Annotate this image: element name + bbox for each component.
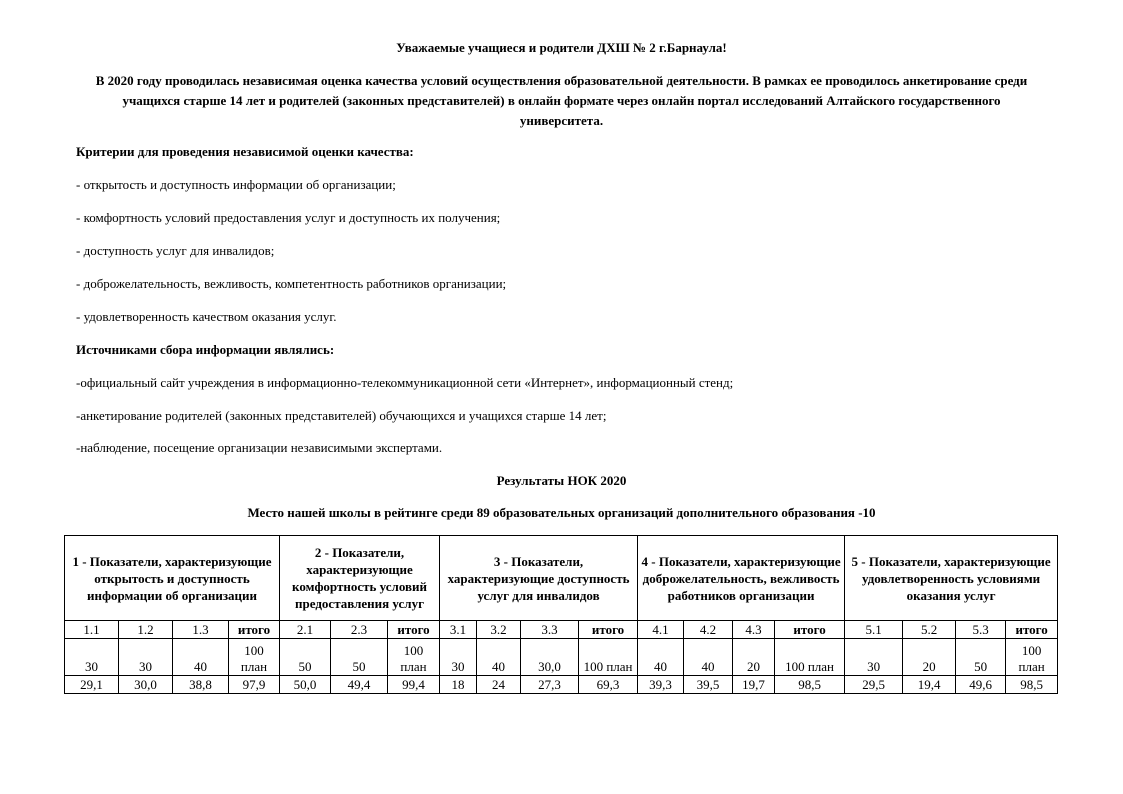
code-cell: 4.2 bbox=[684, 621, 733, 639]
table-row-fact bbox=[65, 676, 1058, 694]
criteria-item: - доступность услуг для инвалидов; bbox=[76, 243, 275, 258]
sources-item: -официальный сайт учреждения в информационно-телекоммуникационной сети «Интернет», информационный стенд; bbox=[76, 375, 734, 390]
code-cell: 2.3 bbox=[331, 621, 388, 639]
fact-cell: 24 bbox=[477, 676, 521, 694]
fact-cell: 27,3 bbox=[521, 676, 579, 694]
fact-cell-total: 98,5 bbox=[1006, 676, 1058, 694]
plan-cell: 30 bbox=[845, 639, 903, 676]
fact-cell: 39,5 bbox=[684, 676, 733, 694]
plan-cell: 40 bbox=[173, 639, 229, 676]
fact-cell: 18 bbox=[440, 676, 477, 694]
sources-item: -наблюдение, посещение организации независимыми экспертами. bbox=[76, 440, 443, 455]
fact-cell: 38,8 bbox=[173, 676, 229, 694]
code-cell: 3.2 bbox=[477, 621, 521, 639]
code-cell: 4.3 bbox=[733, 621, 775, 639]
code-cell: 5.2 bbox=[903, 621, 956, 639]
group-header-2: 2 - Показатели, характеризующие комфортность условий предоставления услуг bbox=[280, 536, 440, 621]
group-header-4: 4 - Показатели, характеризующие доброжелательность, вежливость работников организации bbox=[638, 536, 845, 621]
fact-cell: 49,6 bbox=[956, 676, 1006, 694]
plan-cell: 40 bbox=[477, 639, 521, 676]
code-cell: 5.3 bbox=[956, 621, 1006, 639]
code-cell-total: итого bbox=[775, 621, 845, 639]
fact-cell-total: 99,4 bbox=[388, 676, 440, 694]
code-cell: 5.1 bbox=[845, 621, 903, 639]
group-header-1: 1 - Показатели, характеризующие открытость и доступность информации об организации bbox=[65, 536, 280, 621]
sources-item: -анкетирование родителей (законных представителей) обучающихся и учащихся старше 14 лет; bbox=[76, 408, 607, 423]
code-cell: 1.2 bbox=[119, 621, 173, 639]
plan-cell-total: 100 план bbox=[229, 639, 280, 676]
fact-cell: 30,0 bbox=[119, 676, 173, 694]
code-cell: 3.3 bbox=[521, 621, 579, 639]
plan-cell: 50 bbox=[331, 639, 388, 676]
plan-cell-total: 100 план bbox=[579, 639, 638, 676]
fact-cell-total: 98,5 bbox=[775, 676, 845, 694]
code-cell-total: итого bbox=[388, 621, 440, 639]
plan-cell: 30,0 bbox=[521, 639, 579, 676]
table-header-row bbox=[65, 536, 1058, 621]
plan-cell-total: 100 план bbox=[388, 639, 440, 676]
fact-cell: 29,1 bbox=[65, 676, 119, 694]
plan-cell-total: 100 план bbox=[775, 639, 845, 676]
table-row-codes bbox=[65, 621, 1058, 639]
fact-cell: 19,7 bbox=[733, 676, 775, 694]
criteria-item: - доброжелательность, вежливость, компетентность работников организации; bbox=[76, 276, 507, 291]
code-cell: 4.1 bbox=[638, 621, 684, 639]
plan-cell-total: 100 план bbox=[1006, 639, 1058, 676]
plan-cell: 50 bbox=[956, 639, 1006, 676]
page-heading: Уважаемые учащиеся и родители ДХШ № 2 г.Барнаула! bbox=[396, 40, 727, 55]
sources-title: Источниками сбора информации являлись: bbox=[76, 342, 335, 357]
fact-cell: 29,5 bbox=[845, 676, 903, 694]
results-table bbox=[64, 535, 1058, 694]
criteria-item: - открытость и доступность информации об организации; bbox=[76, 177, 396, 192]
fact-cell: 19,4 bbox=[903, 676, 956, 694]
criteria-item: - комфортность условий предоставления услуг и доступность их получения; bbox=[76, 210, 501, 225]
criteria-item: - удовлетворенность качеством оказания услуг. bbox=[76, 309, 337, 324]
rank-line: Место нашей школы в рейтинге среди 89 образовательных организаций дополнительного образования -10 bbox=[247, 505, 876, 520]
plan-cell: 40 bbox=[684, 639, 733, 676]
fact-cell: 49,4 bbox=[331, 676, 388, 694]
code-cell: 1.3 bbox=[173, 621, 229, 639]
code-cell-total: итого bbox=[1006, 621, 1058, 639]
plan-cell: 30 bbox=[65, 639, 119, 676]
criteria-title: Критерии для проведения независимой оценки качества: bbox=[76, 144, 414, 159]
group-header-5: 5 - Показатели, характеризующие удовлетворенность условиями оказания услуг bbox=[845, 536, 1058, 621]
code-cell-total: итого bbox=[229, 621, 280, 639]
code-cell: 3.1 bbox=[440, 621, 477, 639]
code-cell: 2.1 bbox=[280, 621, 331, 639]
table-row-plan bbox=[65, 639, 1058, 676]
fact-cell: 39,3 bbox=[638, 676, 684, 694]
group-header-3: 3 - Показатели, характеризующие доступность услуг для инвалидов bbox=[440, 536, 638, 621]
results-title: Результаты НОК 2020 bbox=[496, 473, 627, 488]
plan-cell: 30 bbox=[440, 639, 477, 676]
plan-cell: 50 bbox=[280, 639, 331, 676]
fact-cell: 50,0 bbox=[280, 676, 331, 694]
plan-cell: 30 bbox=[119, 639, 173, 676]
code-cell: 1.1 bbox=[65, 621, 119, 639]
plan-cell: 40 bbox=[638, 639, 684, 676]
plan-cell: 20 bbox=[733, 639, 775, 676]
intro-paragraph: В 2020 году проводилась независимая оценка качества условий осуществления образовательной деятельности. В рамках ее проводилось анкетирование среди учащихся старше 14 лет и родителей (законных представителей) в онлайн формате через онлайн портал исследований Алтайского государственного университета. bbox=[95, 73, 1028, 128]
fact-cell-total: 97,9 bbox=[229, 676, 280, 694]
code-cell-total: итого bbox=[579, 621, 638, 639]
plan-cell: 20 bbox=[903, 639, 956, 676]
fact-cell-total: 69,3 bbox=[579, 676, 638, 694]
